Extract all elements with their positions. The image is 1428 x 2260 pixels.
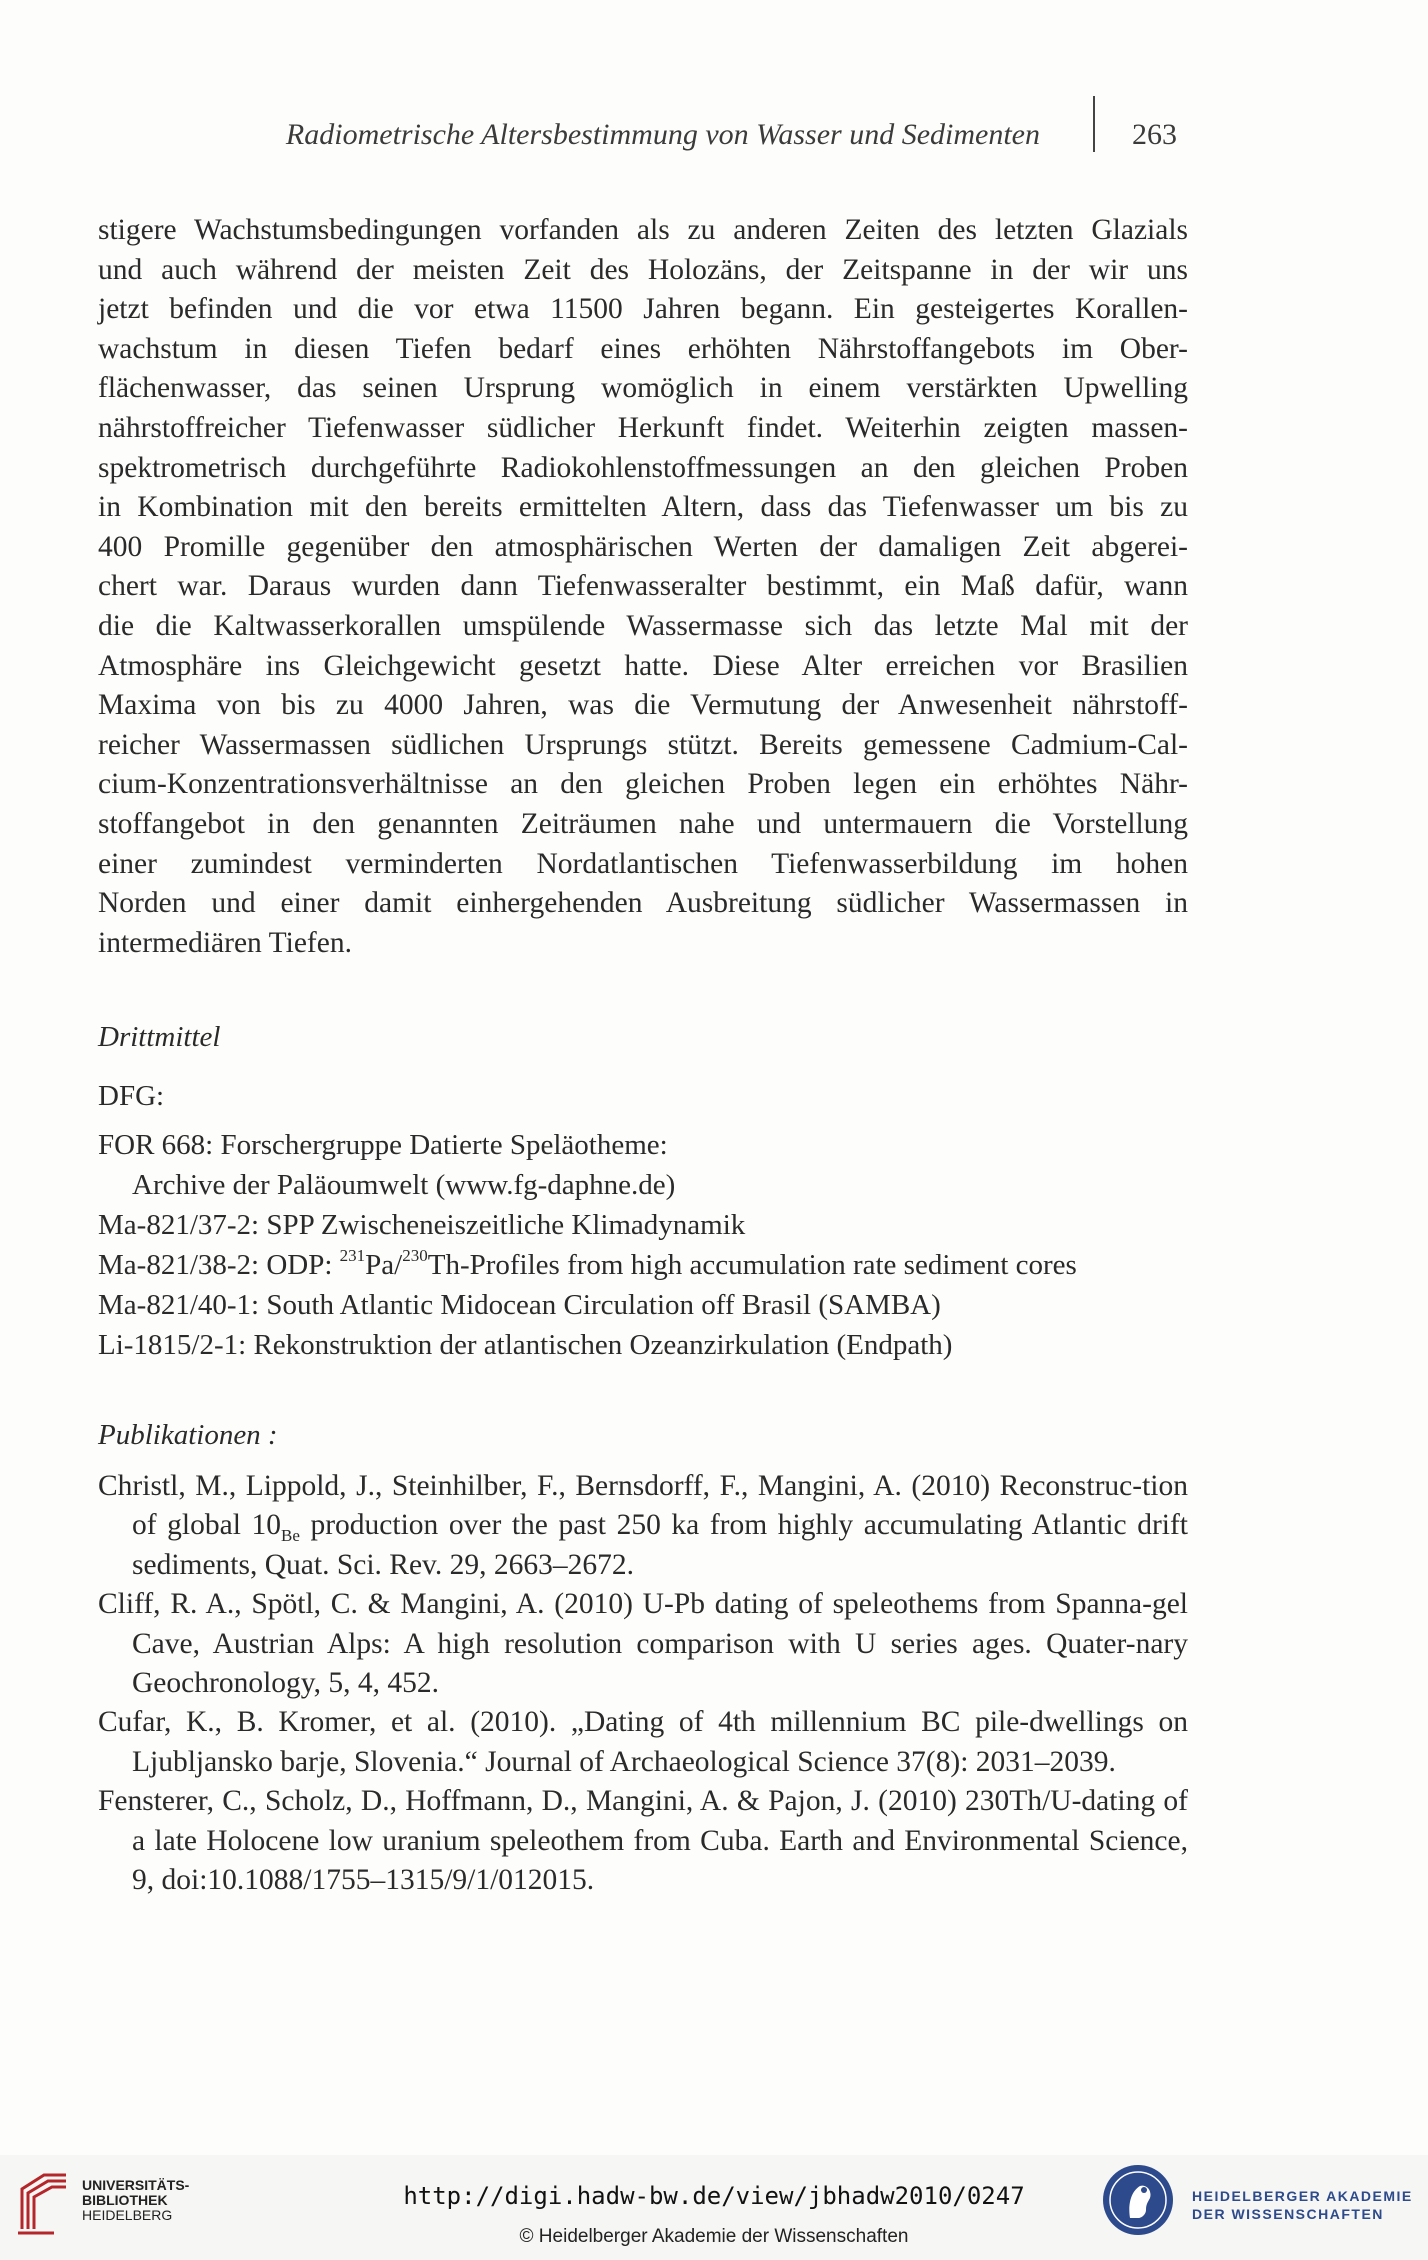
body-line: intermediären Tiefen.	[98, 926, 352, 959]
ub-line2: BIBLIOTHEK	[82, 2192, 168, 2208]
christl-rest: production over the past 250 ka from highly accumulating Atlantic drift sediments, Quat. Sci. Rev. 29, 2663–2672.	[132, 1509, 1188, 1581]
hadw-line2: DER WISSENSCHAFTEN	[1192, 2206, 1384, 2222]
body-line: Atmosphäre ins Gleichgewicht gesetzt hatte. Diese Alter erreichen vor Brasilien	[98, 649, 1188, 682]
funding-item-ma40: Ma-821/40-1: South Atlantic Midocean Circulation off Brasil (SAMBA)	[98, 1289, 941, 1321]
body-line: Maxima von bis zu 4000 Jahren, was die Vermutung der Anwesenheit nährstoff-	[98, 689, 1188, 722]
ma38-suffix: Th-Profiles from high accumulation rate sediment cores	[427, 1249, 1077, 1281]
body-line: spektrometrisch durchgeführte Radiokohlenstoffmessungen an den gleichen Proben	[98, 451, 1188, 484]
running-title: Radiometrische Altersbestimmung von Wasser und Sedimenten	[285, 118, 1040, 151]
body-line: reicher Wassermassen südlichen Ursprungs stützt. Bereits gemessene Cadmium-Cal-	[98, 728, 1188, 761]
publication-cufar: Cufar, K., B. Kromer, et al. (2010). „Dating of 4th millennium BC pile-dwellings on Ljubljansko barje, Slovenia.“ Journal of Archaeological Science 37(8): 2031–2039.	[98, 1706, 1188, 1778]
academy-seal-icon	[1100, 2162, 1176, 2238]
hadw-line1: HEIDELBERGER AKADEMIE	[1192, 2188, 1413, 2204]
body-line: flächenwasser, das seinen Ursprung womöglich in einem verstärkten Upwelling	[98, 372, 1188, 405]
funding-item-ma37: Ma-821/37-2: SPP Zwischeneiszeitliche Klimadynamik	[98, 1209, 746, 1241]
publication-fensterer: Fensterer, C., Scholz, D., Hoffmann, D., Mangini, A. & Pajon, J. (2010) 230Th/U-dating of a late Holocene low uranium speleothem from Cuba. Earth and Environmental Science, 9, doi:10.1088/1755–1315/9/1/012015.	[98, 1785, 1188, 1897]
body-line: Norden und einer damit einhergehenden Ausbreitung südlicher Wassermassen in	[98, 887, 1188, 920]
body-text	[98, 211, 1188, 963]
header-divider	[1093, 96, 1095, 152]
body-line: cium-Konzentrationsverhältnisse an den gleichen Proben legen ein erhöhtes Nähr-	[98, 768, 1188, 801]
funding-item-ma38	[98, 1245, 1198, 1285]
permalink-url[interactable]: http://digi.hadw-bw.de/view/jbhadw2010/0247	[403, 2182, 1025, 2210]
ma38-sup-231: 231	[339, 1246, 366, 1266]
funding-item-li1815: Li-1815/2-1: Rekonstruktion der atlantischen Ozeanzirkulation (Endpath)	[98, 1329, 953, 1361]
body-line: einer zumindest verminderten Nordatlantischen Tiefenwasserbildung im hohen	[98, 847, 1188, 880]
funding-list	[98, 1125, 1198, 1365]
page-number: 263	[1132, 118, 1177, 151]
body-line: stoffangebot in den genannten Zeiträumen nahe und untermauern die Vorstellung	[98, 807, 1188, 840]
publication-list	[98, 1467, 1188, 1900]
copyright-notice: © Heidelberger Akademie der Wissenschaften	[519, 2226, 909, 2247]
publication-christl	[98, 1467, 1188, 1585]
body-line: und auch während der meisten Zeit des Holozäns, der Zeitspanne in der wir uns	[98, 253, 1188, 286]
ma38-prefix: Ma-821/38-2: ODP:	[98, 1249, 340, 1281]
body-line: jetzt befinden und die vor etwa 11500 Jahren begann. Ein gesteigertes Korallen-	[98, 293, 1188, 326]
publication-cliff: Cliff, R. A., Spötl, C. & Mangini, A. (2010) U-Pb dating of speleothems from Spanna-gel Cave, Austrian Alps: A high resolution comparison with U series ages. Quater-nary Geochronology, 5, 4, 452.	[98, 1588, 1188, 1700]
funding-item-for668-cont: Archive der Paläoumwelt (www.fg-daphne.de)	[132, 1169, 676, 1201]
body-line: 400 Promille gegenüber den atmosphärischen Werten der damaligen Zeit abgerei-	[98, 530, 1188, 563]
body-line: die die Kaltwasserkorallen umspülende Wassermasse sich das letzte Mal mit der	[98, 609, 1188, 642]
body-line: chert war. Daraus wurden dann Tiefenwasseralter bestimmt, ein Maß dafür, wann	[98, 570, 1188, 603]
funding-item-for668: FOR 668: Forschergruppe Datierte Speläotheme:	[98, 1129, 668, 1161]
christl-main: Christl, M., Lippold, J., Steinhilber, F., Bernsdorff, F., Mangini, A. (2010) Reconstruc-tion of global 10	[98, 1470, 1188, 1542]
body-line: stigere Wachstumsbedingungen vorfanden als zu anderen Zeiten des letzten Glazials	[98, 214, 1188, 246]
funding-heading: Drittmittel	[98, 1021, 221, 1053]
publications-heading: Publikationen :	[98, 1419, 278, 1451]
body-line: wachstum in diesen Tiefen bedarf eines erhöhten Nährstoffangebots im Ober-	[98, 332, 1188, 365]
ma38-mid: Pa/	[365, 1249, 403, 1281]
body-line: in Kombination mit den bereits ermittelten Altern, dass das Tiefenwasser um bis zu	[98, 491, 1188, 524]
body-line: nährstoffreicher Tiefenwasser südlicher Herkunft findet. Weiterhin zeigten massen-	[98, 411, 1188, 444]
funding-agency: DFG:	[98, 1080, 165, 1112]
ub-line3: HEIDELBERG	[82, 2207, 173, 2223]
ma38-sup-230: 230	[402, 1246, 428, 1266]
ub-line1: UNIVERSITÄTS-	[82, 2177, 190, 2193]
academy-label	[1192, 2187, 1413, 2223]
christl-sub: Be	[280, 1526, 300, 1546]
